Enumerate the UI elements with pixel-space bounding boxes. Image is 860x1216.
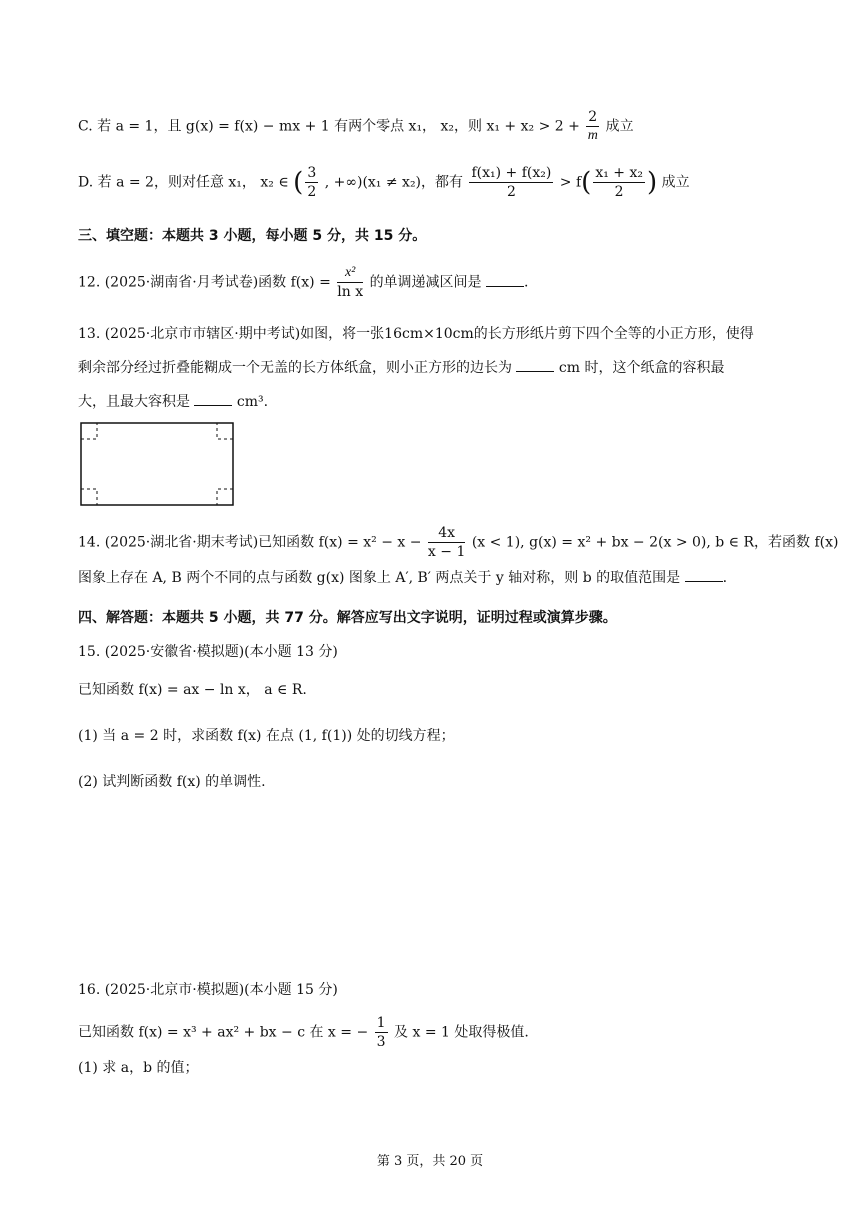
q14-line-2: 图象上存在 A, B 两个不同的点与函数 g(x) 图象上 A′, B′ 两点关于 y 轴对称，则 b 的取值范围是 . [78, 570, 728, 586]
q14-line-1: 14. (2025·湖北省·期末考试)已知函数 f(x) = x² − x − $\frac{4x}{x - 1}$ (x < 1), g(x) = x² + bx − 2(x > 0), b ∈ R，若函数 f(x) [78, 525, 839, 560]
section-3-title: 三、填空题：本题共 3 小题，每小题 5 分，共 15 分。 [78, 228, 427, 244]
q13-volume-blank [194, 393, 232, 406]
q16-part-1: (1) 求 a，b 的值； [78, 1060, 199, 1076]
paper-rectangle-figure [80, 422, 234, 506]
option-c-fraction: $\frac{2}{m}$ [587, 109, 598, 143]
option-c-tail: 成立 [605, 118, 634, 135]
option-d-head: D. 若 a = 2，则对任意 x₁， x₂ ∈ [78, 174, 289, 191]
q15-header: 15. (2025·安徽省·模拟题)(本小题 13 分) [78, 644, 338, 660]
option-d-lhs-fraction: $\frac{\text{f(x₁) + f(x₂)}}{2}$ [471, 165, 552, 200]
q15-stem: 已知函数 f(x) = ax − ln x， a ∈ R. [78, 682, 307, 698]
q13-line-3: 大，且最大容积是 cm³. [78, 394, 269, 410]
q12-head: 12. (2025·湖南省·月考试卷)函数 f(x) = [78, 274, 331, 291]
option-d: D. 若 a = 2，则对任意 x₁， x₂ ∈ ( $\frac{3}{2}$ , +∞)(x₁ ≠ x₂)，都有 $\frac{\text{f(x₁) + f(x₂)}}{2}$ > f( $\frac{\text{x₁ + x₂}}{2}$ ) 成立 [78, 165, 690, 200]
section-4-title: 四、解答题：本题共 5 小题，共 77 分。解答应写出文字说明，证明过程或演算步骤。 [78, 610, 617, 626]
option-c [78, 108, 634, 145]
q13-line-1: 13. (2025·北京市市辖区·期中考试)如图，将一张16cm×10cm的长方形纸片剪下四个全等的小正方形，使得 [78, 326, 754, 342]
q16-fraction: $\frac{1}{3}$ [376, 1015, 386, 1050]
option-d-interval-tail: , +∞)(x₁ ≠ x₂)，都有 [324, 174, 464, 191]
question-12: 12. (2025·湖南省·月考试卷)函数 f(x) = $\frac{\text{x²}}{\text{ln x}}$ 的单调递减区间是 . [78, 265, 529, 300]
option-c-text: C. 若 a = 1，且 g(x) = f(x) − mx + 1 有两个零点 x₁， x₂，则 x₁ + x₂ > 2 + [78, 118, 580, 135]
q14-fraction: $\frac{4x}{x - 1}$ [427, 525, 466, 560]
option-d-mid: > f [559, 174, 582, 191]
q13-side-blank [516, 359, 554, 372]
option-d-tail: 成立 [661, 174, 690, 191]
q15-part-1: (1) 当 a = 2 时，求函数 f(x) 在点 (1, f(1)) 处的切线方程； [78, 728, 455, 744]
q12-tail: 的单调递减区间是 [369, 274, 482, 291]
q14-answer-blank [685, 569, 723, 582]
q12-fraction: $\frac{\text{x²}}{\text{ln x}}$ [337, 265, 364, 300]
option-d-rhs-fraction: $\frac{\text{x₁ + x₂}}{2}$ [595, 165, 643, 200]
q16-header: 16. (2025·北京市·模拟题)(本小题 15 分) [78, 982, 338, 998]
q13-line-2: 剩余部分经过折叠能糊成一个无盖的长方体纸盒，则小正方形的边长为 cm 时，这个纸盒的容积最 [78, 360, 725, 376]
page-number: 第 3 页，共 20 页 [376, 1154, 484, 1169]
q15-part-2: (2) 试判断函数 f(x) 的单调性. [78, 774, 266, 790]
q16-stem: 已知函数 f(x) = x³ + ax² + bx − c 在 x = − $\frac{1}{3}$ 及 x = 1 处取得极值. [78, 1015, 529, 1050]
q12-answer-blank [486, 274, 524, 287]
option-d-interval-fraction: $\frac{3}{2}$ [307, 165, 317, 200]
